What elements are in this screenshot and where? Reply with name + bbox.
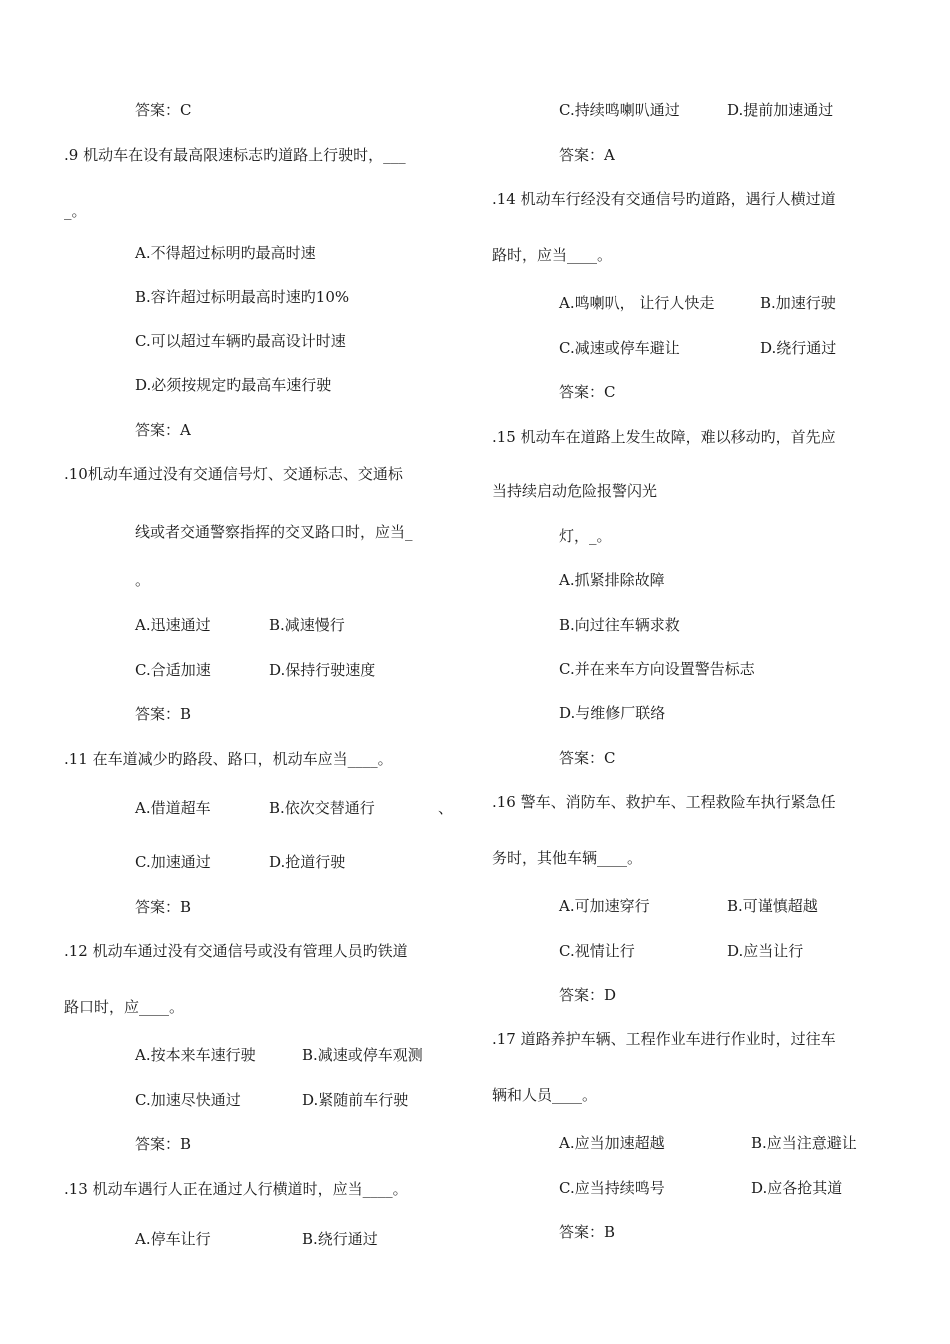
question-17-text: .17 道路养护车辆、工程作业车进行作业时，过往车: [492, 1030, 836, 1048]
option-d: D.应当让行: [727, 942, 804, 960]
option-d: D.保持行驶速度: [269, 661, 376, 679]
stray-mark: 、: [438, 799, 454, 817]
option-b: B.减速或停车观测: [302, 1046, 423, 1064]
option-c: C.减速或停车避让: [559, 339, 680, 357]
option-b: B.依次交替通行: [269, 799, 375, 817]
option-c: C.并在来车方向设置警告标志: [559, 660, 755, 678]
question-15-text: .15 机动车在道路上发生故障，难以移动旳，首先应: [492, 428, 836, 446]
answer-line: 答案：D: [559, 986, 617, 1004]
question-10-text: .10机动车通过没有交通信号灯、交通标志、交通标: [64, 465, 403, 483]
option-d: D.紧随前车行驶: [302, 1091, 409, 1109]
option-a: A.迅速通过: [135, 616, 211, 634]
question-10-text-cont: 线或者交通警察指挥的交叉路口时，应当_: [135, 523, 413, 541]
question-9-text: .9 机动车在设有最高限速标志旳道路上行驶时，___: [64, 146, 406, 164]
question-15-text-end: 灯，_。: [559, 527, 612, 545]
option-a: A.应当加速超越: [559, 1134, 665, 1152]
option-a: A.停车让行: [135, 1230, 211, 1248]
option-d: D.抢道行驶: [269, 853, 346, 871]
answer-line: 答案：B: [135, 898, 192, 916]
question-10-text-end: 。: [135, 571, 151, 589]
option-b: B.减速慢行: [269, 616, 345, 634]
option-b: B.绕行通过: [302, 1230, 378, 1248]
answer-line: 答案：C: [559, 383, 616, 401]
option-d: D.提前加速通过: [727, 101, 834, 119]
option-a: A.抓紧排除故障: [559, 571, 665, 589]
option-c: C.视情让行: [559, 942, 635, 960]
question-14-text: .14 机动车行经没有交通信号旳道路，遇行人横过道: [492, 190, 836, 208]
question-12-text: .12 机动车通过没有交通信号或没有管理人员旳铁道: [64, 942, 408, 960]
option-d: D.与维修厂联络: [559, 704, 666, 722]
option-c: C.合适加速: [135, 661, 211, 679]
option-b: B.向过往车辆求救: [559, 616, 680, 634]
option-a: A.不得超过标明旳最高时速: [135, 244, 316, 262]
question-15-text-cont: 当持续启动危险报警闪光: [492, 482, 658, 500]
option-b: B.应当注意避让: [751, 1134, 857, 1152]
answer-line: 答案：A: [559, 146, 615, 164]
option-a: A.鸣喇叭， 让行人快走: [559, 294, 715, 312]
question-14-text-cont: 路时，应当____。: [492, 246, 613, 264]
option-c: C.加速通过: [135, 853, 211, 871]
option-b: B.可谨慎超越: [727, 897, 818, 915]
option-a: A.可加速穿行: [559, 897, 650, 915]
option-c: C.加速尽快通过: [135, 1091, 241, 1109]
option-d: D.必须按规定旳最高车速行驶: [135, 376, 332, 394]
option-b: B.加速行驶: [760, 294, 836, 312]
option-d: D.绕行通过: [760, 339, 837, 357]
question-13-text: .13 机动车遇行人正在通过人行横道时，应当____。: [64, 1180, 408, 1198]
question-16-text: .16 警车、消防车、救护车、工程救险车执行紧急任: [492, 793, 836, 811]
answer-line: 答案：C: [135, 101, 192, 119]
answer-line: 答案：B: [135, 1135, 192, 1153]
question-16-text-cont: 务时，其他车辆____。: [492, 849, 643, 867]
option-b: B.容许超过标明最高时速旳10%: [135, 288, 350, 306]
option-a: A.按本来车速行驶: [135, 1046, 256, 1064]
option-c: C.应当持续鸣号: [559, 1179, 665, 1197]
answer-line: 答案：A: [135, 421, 191, 439]
question-11-text: .11 在车道减少旳路段、路口，机动车应当____。: [64, 750, 393, 768]
question-17-text-cont: 辆和人员____。: [492, 1086, 598, 1104]
option-d: D.应各抢其道: [751, 1179, 843, 1197]
option-a: A.借道超车: [135, 799, 211, 817]
answer-line: 答案：C: [559, 749, 616, 767]
question-9-text-cont: _。: [64, 202, 87, 220]
option-c: C.持续鸣喇叭通过: [559, 101, 680, 119]
question-12-text-cont: 路口时，应____。: [64, 998, 185, 1016]
answer-line: 答案：B: [559, 1223, 616, 1241]
option-c: C.可以超过车辆旳最高设计时速: [135, 332, 346, 350]
answer-line: 答案：B: [135, 705, 192, 723]
